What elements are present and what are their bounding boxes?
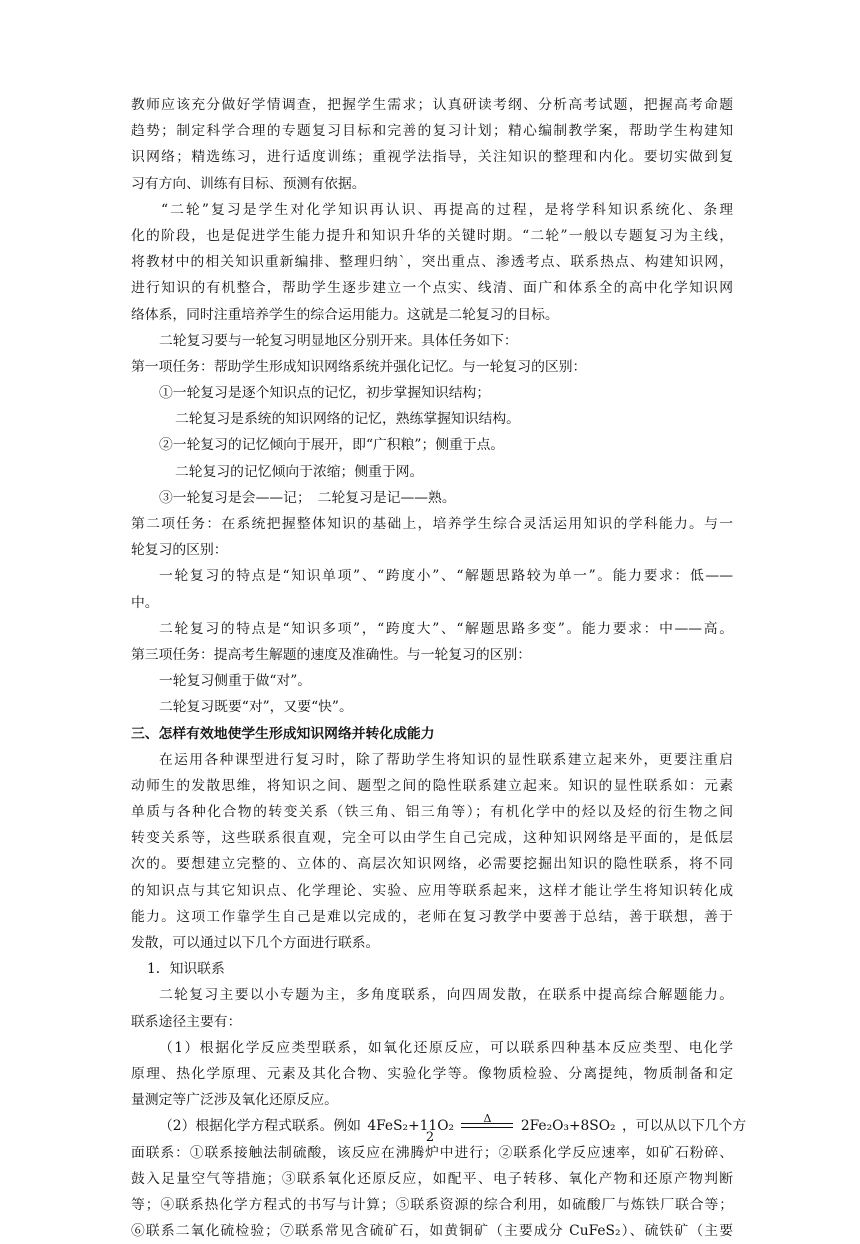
text-line: 单质与各种化合物的转变关系（铁三角、铝三角等）；有机化学中的烃以及烃的衍生物之间	[131, 804, 733, 821]
text-line: 二轮复习主要以小专题为主，多角度联系，向四周发散，在联系中提高综合解题能力。	[159, 987, 733, 1004]
text-line: 动师生的发散思维，将知识之间、题型之间的隐性联系建立起来。知识的显性联系如：元素	[131, 777, 733, 794]
equation-reactants: 4FeS₂+11O₂	[367, 1118, 455, 1135]
text-line: 原理、热化学原理、元素及其化合物、实验化学等。像物质检验、分离提纯，物质制备和定	[131, 1065, 733, 1082]
text-line: 络体系，同时注重培养学生的综合运用能力。这就是二轮复习的目标。	[131, 306, 559, 323]
text-line: 在运用各种课型进行复习时，除了帮助学生将知识的显性联系建立起来外，更要注重启	[159, 751, 733, 768]
equation-outro: ，可以从以下几个方	[621, 1118, 747, 1135]
text-line: 中。	[131, 594, 159, 611]
text-line: 联系途径主要有：	[131, 1013, 242, 1030]
page-body	[131, 92, 747, 1244]
text-line: 等；④联系热化学方程式的书写与计算；⑤联系资源的综合利用，如硫酸厂与炼铁厂联合等；	[131, 1196, 733, 1213]
text-line: （1）根据化学反应类型联系，如氧化还原反应，可以联系四种基本反应类型、电化学	[159, 1039, 733, 1056]
text-line: 二轮复习既要“对”，又要“快”。	[159, 699, 353, 716]
text-line: 趋势；制定科学合理的专题复习目标和完善的复习计划；精心编制教学案，帮助学生构建知	[131, 123, 733, 140]
text-line: 二轮复习要与一轮复习明显地区分别开来。具体任务如下：	[159, 332, 518, 349]
text-line: 发散，可以通过以下几个方面进行联系。	[131, 935, 380, 951]
subsection-heading: 1．知识联系	[147, 961, 225, 978]
equation-products: 2Fe₂O₃+8SO₂	[520, 1118, 616, 1135]
text-line: 量测定等广泛涉及氧化还原反应。	[131, 1092, 338, 1109]
text-line: 习有方向、训练有目标、预测有依据。	[131, 175, 366, 192]
text-line: 化的阶段，也是促进学生能力提升和知识升华的关键时期。“二轮”一般以专题复习为主线，	[131, 227, 733, 244]
task-heading: 第二项任务：在系统把握整体知识的基础上，培养学生综合灵活运用知识的学科能力。与一	[131, 516, 733, 532]
text-line: 识网络；精选练习，进行适度训练；重视学法指导，关注知识的整理和内化。要切实做到复	[131, 149, 733, 166]
text-line: 轮复习的区别：	[131, 542, 228, 559]
equals-sign-icon	[461, 1112, 513, 1128]
text-line: 能力。这项工作靠学生自己是难以完成的，老师在复习教学中要善于总结，善于联想，善于	[131, 908, 733, 925]
text-line: 鼓入足量空气等措施；③联系氧化还原反应，如配平、电子转移、氧化产物和还原产物判断	[131, 1170, 733, 1187]
task-heading: 第一项任务：帮助学生形成知识网络系统并强化记忆。与一轮复习的区别：	[131, 358, 587, 375]
text-line: ②一轮复习的记忆倾向于展开，即“广积粮”；侧重于点。	[159, 437, 505, 454]
text-line: 一轮复习侧重于做“对”。	[159, 673, 312, 690]
text-line: 次的。要想建立完整的、立体的、高层次知识网络，必需要挖掘出知识的隐性联系，将不同	[131, 856, 733, 873]
text-line: “二轮”复习是学生对化学知识再认识、再提高的过程，是将学科知识系统化、条理	[161, 201, 733, 218]
text-line: 的知识点与其它知识点、化学理论、实验、应用等联系起来，这样才能让学生将知识转化成	[131, 882, 733, 899]
text-line: 二轮复习的记忆倾向于浓缩；侧重于网。	[175, 463, 424, 480]
equation-condition: Δ	[483, 1112, 492, 1126]
text-line: ⑥联系二氧化硫检验；⑦联系常见含硫矿石，如黄铜矿（主要成分 CuFeS₂）、硫铁矿（主要	[131, 1223, 733, 1240]
page-number: 2	[425, 1130, 435, 1145]
text-line: 将教材中的相关知识重新编排、整理归纳`，突出重点、渗透考点、联系热点、构建知识网，	[131, 254, 733, 271]
text-line: 二轮复习是系统的知识网络的记忆，熟练掌握知识结构。	[175, 411, 520, 428]
text-line: 一轮复习的特点是“知识单项”、“跨度小”、“解题思路较为单一”。能力要求：低——	[159, 568, 733, 585]
text-line: ①一轮复习是逐个知识点的记忆，初步掌握知识结构；	[159, 385, 491, 402]
section-heading: 三、怎样有效地使学生形成知识网络并转化成能力	[131, 725, 435, 742]
task-heading: 第三项任务：提高考生解题的速度及准确性。与一轮复习的区别：	[131, 646, 532, 663]
text-line: ③一轮复习是会——记； 二轮复习是记——熟。	[159, 489, 456, 506]
text-line: 二轮复习的特点是“知识多项”，“跨度大”、“解题思路多变”。能力要求：中——高。	[159, 620, 733, 637]
text-line: 教师应该充分做好学情调查，把握学生需求；认真研读考纲、分析高考试题，把握高考命题	[131, 97, 733, 113]
text-line: 面联系：①联系接触法制硫酸，该反应在沸腾炉中进行；②联系化学反应速率，如矿石粉碎、	[131, 1144, 733, 1161]
equation-intro: （2）根据化学方程式联系。例如	[159, 1118, 361, 1135]
text-line: 进行知识的有机整合，帮助学生逐步建立一个点实、线清、面广和体系全的高中化学知识网	[131, 280, 733, 297]
text-line: 转变关系等，这些联系很直观，完全可以由学生自己完成，这种知识网络是平面的，是低层	[131, 830, 733, 847]
